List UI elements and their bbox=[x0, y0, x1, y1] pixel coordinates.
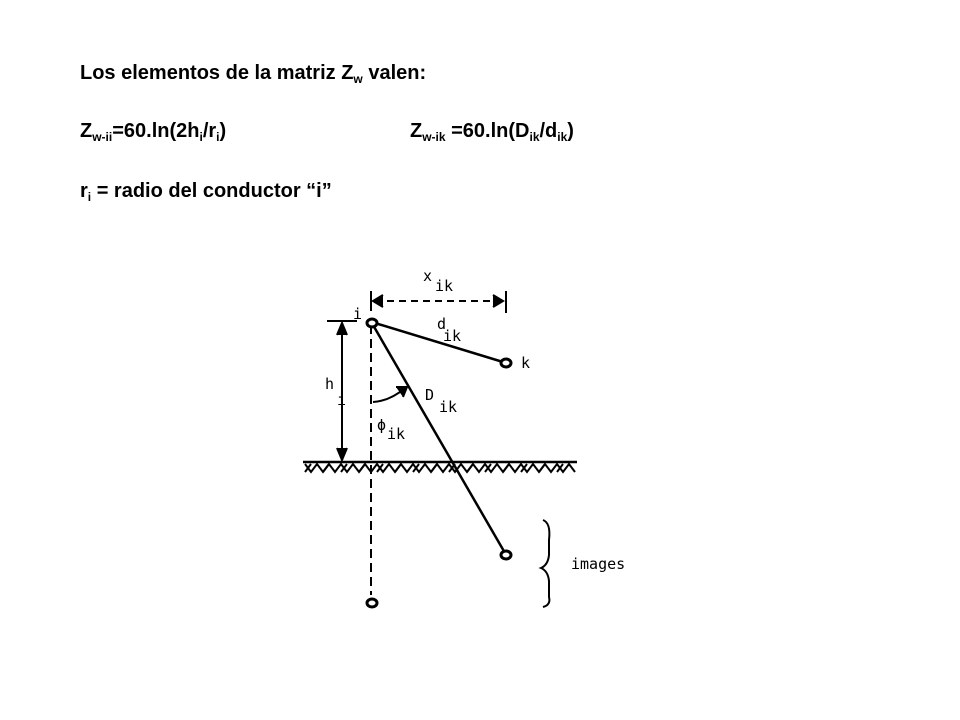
image-of-i bbox=[367, 599, 377, 607]
phi-angle-arrow bbox=[396, 387, 407, 397]
intro-text-end: valen: bbox=[362, 62, 427, 84]
image-of-k bbox=[501, 551, 511, 559]
formula-ik-d-sub: ik bbox=[529, 130, 540, 144]
formula-ii-r-sub: i bbox=[216, 130, 220, 144]
formula-ii-z: Z bbox=[80, 120, 93, 142]
label-D-sub: ik bbox=[439, 398, 458, 416]
label-x-sub: ik bbox=[435, 277, 454, 295]
label-phi-sub: ik bbox=[387, 425, 406, 443]
label-D: D bbox=[425, 386, 435, 404]
ground-hatching bbox=[305, 464, 575, 472]
formula-ik-z-sub: w-ik bbox=[422, 130, 446, 144]
label-d-sub: ik bbox=[443, 327, 462, 345]
formula-self-impedance bbox=[80, 120, 226, 142]
formula-ii-eq: =60.ln(2h bbox=[112, 120, 200, 142]
formula-ii-h-sub: i bbox=[199, 130, 203, 144]
images-brace bbox=[541, 520, 549, 607]
h-i-bottom-arrow bbox=[337, 448, 347, 460]
label-i: i bbox=[353, 305, 363, 323]
formula-ik-z: Z bbox=[410, 120, 423, 142]
conductor-i bbox=[367, 319, 377, 327]
conductor-k bbox=[501, 359, 511, 367]
intro-text: Los elementos de la matriz Z bbox=[80, 62, 354, 84]
formula-ik-eq: =60.ln(D bbox=[445, 120, 530, 142]
formula-ii-z-sub: w-ii bbox=[92, 130, 113, 144]
label-x: x bbox=[423, 267, 433, 285]
formula-mutual-impedance bbox=[410, 120, 574, 143]
label-h: h bbox=[325, 375, 335, 393]
label-d: d bbox=[437, 315, 447, 333]
label-images: images bbox=[571, 555, 626, 573]
radius-definition bbox=[80, 180, 332, 203]
label-k: k bbox=[521, 354, 531, 372]
x-ik-left-arrow bbox=[373, 295, 383, 307]
formula-ik-slash: /d bbox=[539, 120, 558, 142]
label-h-sub: i bbox=[337, 391, 347, 409]
radius-r-sub: i bbox=[87, 190, 92, 204]
h-i-top-arrow bbox=[337, 323, 347, 335]
formula-ii-slash: /r bbox=[202, 120, 217, 142]
formula-ii-close: ) bbox=[219, 120, 227, 142]
intro-sentence bbox=[80, 62, 426, 85]
formula-ik-close: ) bbox=[567, 120, 574, 142]
conductor-geometry-diagram bbox=[295, 255, 665, 625]
intro-subscript: w bbox=[353, 72, 363, 86]
radius-r: r bbox=[80, 180, 88, 202]
label-phi: ϕ bbox=[377, 416, 387, 434]
formula-ik-d2-sub: ik bbox=[557, 130, 568, 144]
x-ik-right-arrow bbox=[493, 295, 503, 307]
formula-line bbox=[80, 120, 574, 144]
radius-text: = radio del conductor “i” bbox=[91, 180, 332, 202]
